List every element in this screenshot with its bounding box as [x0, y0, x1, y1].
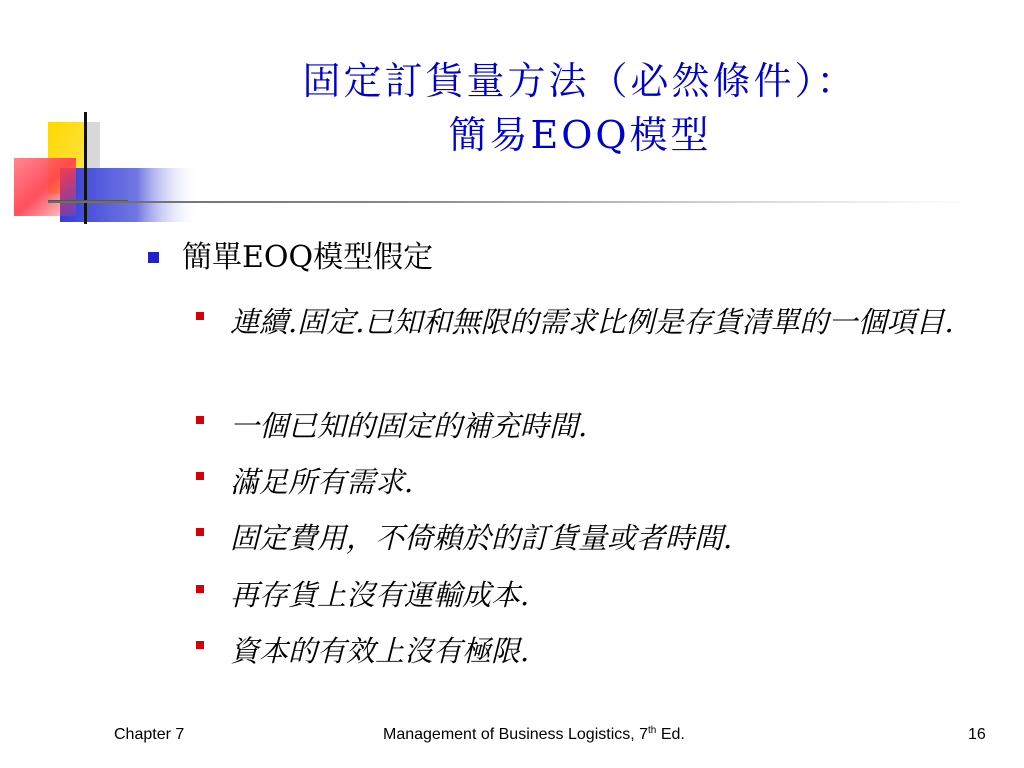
- square-bullet-icon: [196, 416, 204, 424]
- footer-book-title-text: Management of Business Logistics, 7: [383, 726, 649, 743]
- bullet-level2-item: [190, 458, 990, 506]
- bullet-level2-item: [190, 627, 990, 675]
- square-bullet-icon: [196, 528, 204, 536]
- bullet-level2-text: 再存貨上沒有運輸成本.: [230, 578, 530, 612]
- deco-gray-block: [86, 122, 100, 168]
- bullet-level2-item: [190, 402, 990, 450]
- footer-book-title: [383, 722, 685, 748]
- bullet-level2-text: 連續.固定.已知和無限的需求比例是存貨清單的一個項目.: [230, 305, 954, 339]
- slide-title: [150, 54, 1010, 162]
- bullet-level2-item: [190, 571, 990, 619]
- square-bullet-icon: [196, 585, 204, 593]
- bullet-level1-item: [142, 238, 1002, 282]
- deco-blue-square: [60, 168, 200, 222]
- square-bullet-icon: [196, 312, 204, 320]
- footer-chapter: Chapter 7: [114, 726, 185, 743]
- footer-page-number: 16: [968, 726, 986, 743]
- bullet-level1-text: 簡單EOQ模型假定: [182, 240, 434, 275]
- square-bullet-icon: [148, 252, 159, 263]
- bullet-level2-text: 資本的有效上沒有極限.: [230, 634, 530, 668]
- bullet-level2-text: 一個已知的固定的補充時間.: [230, 409, 588, 443]
- bullet-level2-text: 滿足所有需求.: [230, 465, 414, 499]
- footer-edition-superscript: th: [648, 725, 657, 736]
- footer-edition-suffix: Ed.: [656, 726, 685, 743]
- square-bullet-icon: [196, 472, 204, 480]
- deco-red-square: [14, 158, 76, 216]
- bullet-level2-item: [190, 298, 990, 394]
- bullet-level2-text: 固定費用，不倚賴於的訂貨量或者時間.: [230, 521, 733, 555]
- deco-vertical-line: [84, 112, 87, 224]
- bullet-level2-item: [190, 514, 990, 562]
- title-underline: [48, 201, 968, 203]
- slide-title-line-2: 簡易EOQ模型: [448, 113, 712, 157]
- square-bullet-icon: [196, 641, 204, 649]
- slide-title-line-1: 固定訂貨量方法（必然條件）：: [302, 59, 858, 103]
